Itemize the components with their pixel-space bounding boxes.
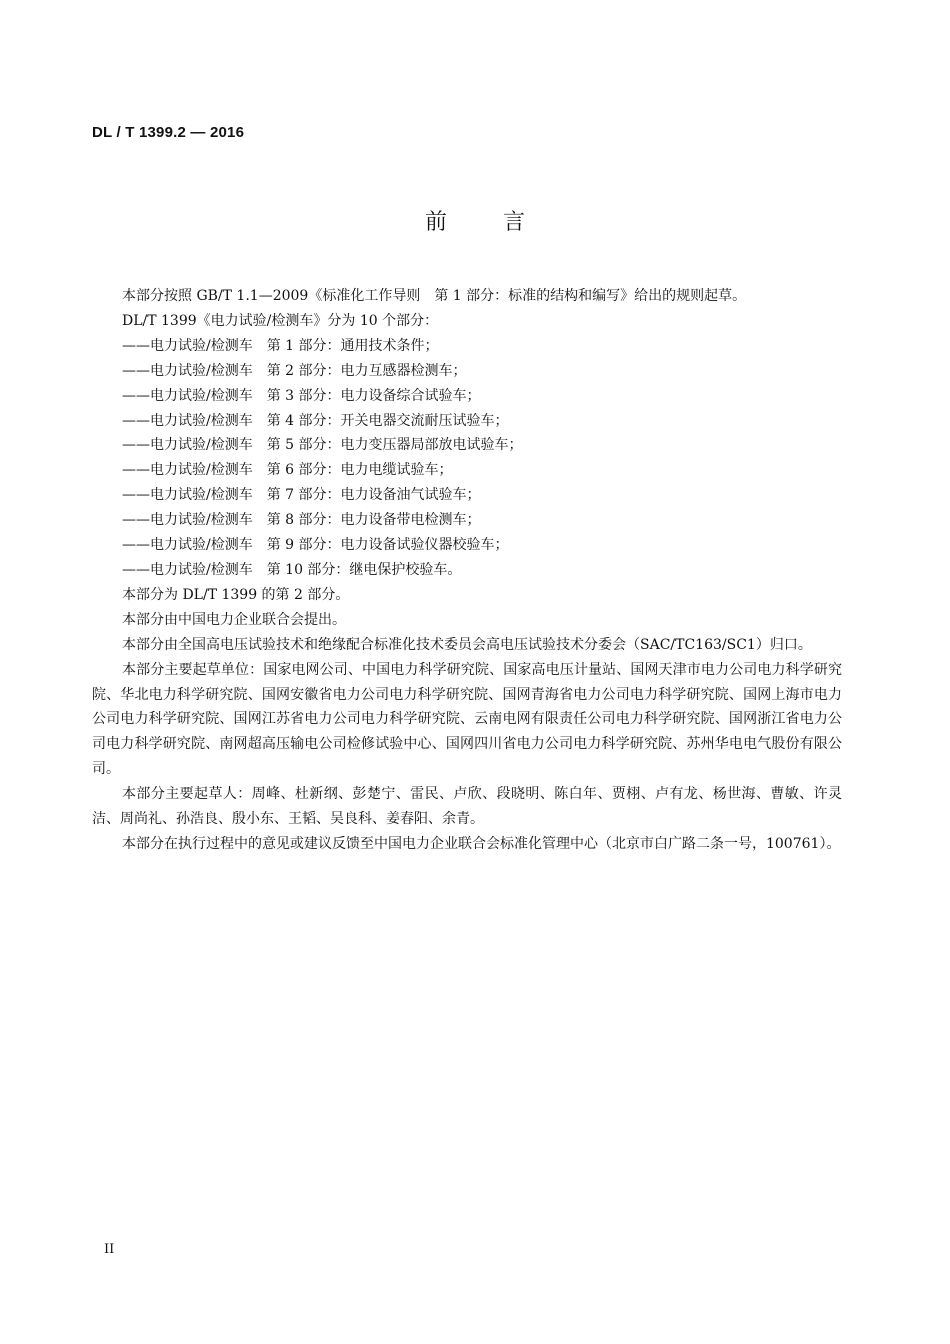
paragraph-proposer: 本部分由中国电力企业联合会提出。: [122, 611, 346, 628]
intro-paragraph: DL/T 1399《电力试验/检测车》分为 10 个部分：: [122, 312, 439, 329]
intro-paragraph: 本部分按照 GB/T 1.1—2009《标准化工作导则 第 1 部分：标准的结构和编写》给出的规则起草。: [122, 288, 747, 304]
paragraph-feedback: 本部分在执行过程中的意见或建议反馈至中国电力企业联合会标准化管理中心（北京市白广路二条一号，100761）。: [122, 835, 841, 852]
parts-list: [92, 334, 842, 583]
list-item: ——电力试验/检测车 第 2 部分：电力互感器检测车；: [122, 362, 467, 379]
paragraph-drafting-units: 本部分主要起草单位：国家电网公司、中国电力科学研究院、国家高电压计量站、国网天津市电力公司电力科学研究院、华北电力科学研究院、国网安徽省电力公司电力科学研究院、国网青海省电力公司电力科学研究院、国网上海市电力公司电力科学研究院、国网江苏省电力公司电力科学研究院、云南电网有限责任公司电力科学研究院、国网浙江省电力公司电力科学研究院、南网超高压输电公司检修试验中心、国网四川省电力公司电力科学研究院、苏州华电电气股份有限公司。: [92, 661, 842, 778]
list-item: ——电力试验/检测车 第 6 部分：电力电缆试验车；: [122, 462, 453, 479]
list-item: ——电力试验/检测车 第 5 部分：电力变压器局部放电试验车；: [122, 437, 523, 454]
paragraph-part-statement: 本部分为 DL/T 1399 的第 2 部分。: [122, 586, 350, 603]
list-item: ——电力试验/检测车 第 7 部分：电力设备油气试验车；: [122, 487, 481, 504]
list-item: ——电力试验/检测车 第 8 部分：电力设备带电检测车；: [122, 512, 481, 529]
list-item: ——电力试验/检测车 第 9 部分：电力设备试验仪器校验车；: [122, 537, 509, 554]
document-body: [92, 284, 842, 857]
list-item: ——电力试验/检测车 第 3 部分：电力设备综合试验车；: [122, 387, 481, 404]
standard-code: DL / T 1399.2 — 2016: [92, 124, 245, 141]
page-number: II: [104, 1242, 115, 1257]
list-item: ——电力试验/检测车 第 1 部分：通用技术条件；: [122, 337, 439, 354]
list-item: ——电力试验/检测车 第 10 部分：继电保护校验车。: [122, 561, 462, 578]
paragraph-committee: 本部分由全国高电压试验技术和绝缘配合标准化技术委员会高电压试验技术分委会（SAC/TC163/SC1）归口。: [122, 636, 812, 653]
page-title: 前言: [424, 210, 581, 235]
paragraph-drafters: 本部分主要起草人：周峰、杜新纲、彭楚宁、雷民、卢欣、段晓明、陈白年、贾栩、卢有龙、杨世海、曹敏、许灵洁、周尚礼、孙浩良、殷小东、王韬、吴良科、姜春阳、余青。: [92, 786, 842, 828]
list-item: ——电力试验/检测车 第 4 部分：开关电器交流耐压试验车；: [122, 412, 509, 429]
